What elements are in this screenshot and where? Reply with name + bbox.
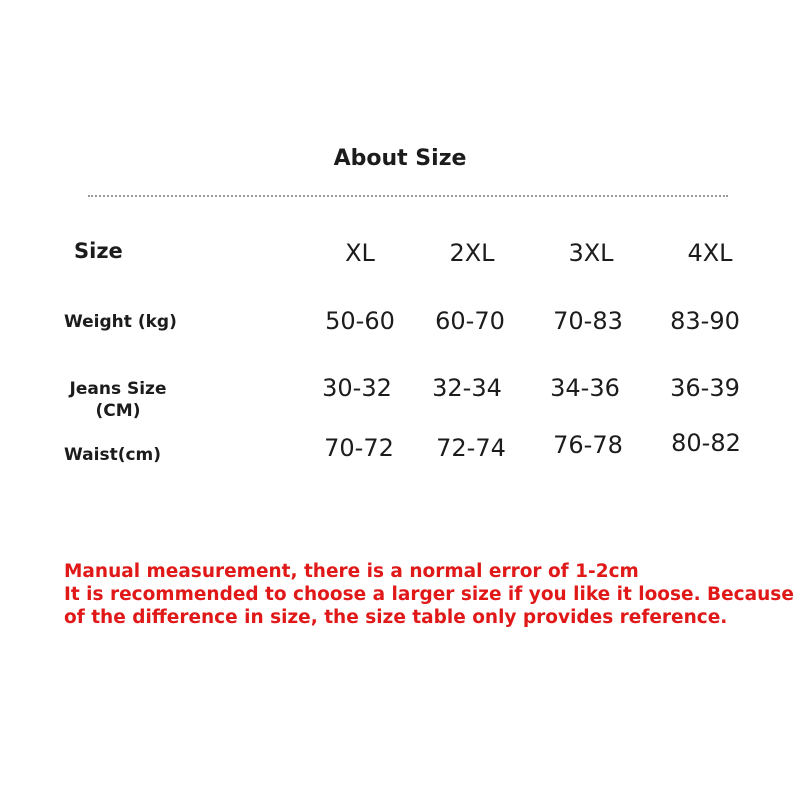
weight-row-label: Weight (kg) [64,312,177,332]
waist-value-3xl: 76-78 [553,431,623,459]
weight-value-3xl: 70-83 [553,307,623,335]
weight-value-xl: 50-60 [325,307,395,335]
jeans-value-2xl: 32-34 [432,374,502,402]
jeans-value-xl: 30-32 [322,374,392,402]
waist-value-2xl: 72-74 [436,434,506,462]
notice-line-2: It is recommended to choose a larger size if you like it loose. Because [64,584,794,605]
size-header-xl: XL [345,239,375,267]
jeans-value-3xl: 34-36 [550,374,620,402]
weight-value-4xl: 83-90 [670,307,740,335]
size-header-2xl: 2XL [449,239,495,267]
jeans-size-row-label [68,378,168,422]
waist-value-4xl: 80-82 [671,429,741,457]
notice-line-1: Manual measurement, there is a normal error of 1-2cm [64,561,639,582]
size-row-label: Size [74,239,123,263]
notice-line-3: of the difference in size, the size table only provides reference. [64,607,728,628]
waist-row-label: Waist(cm) [64,445,162,465]
page-title: About Size [333,146,467,171]
jeans-size-label-line1: Jeans Size [69,379,167,399]
size-header-4xl: 4XL [687,239,733,267]
weight-value-2xl: 60-70 [435,307,505,335]
jeans-size-label-line2: (CM) [95,401,141,421]
waist-value-xl: 70-72 [324,434,394,462]
measurement-notice [64,560,794,629]
title-divider [88,195,728,197]
size-header-3xl: 3XL [568,239,614,267]
jeans-value-4xl: 36-39 [670,374,740,402]
